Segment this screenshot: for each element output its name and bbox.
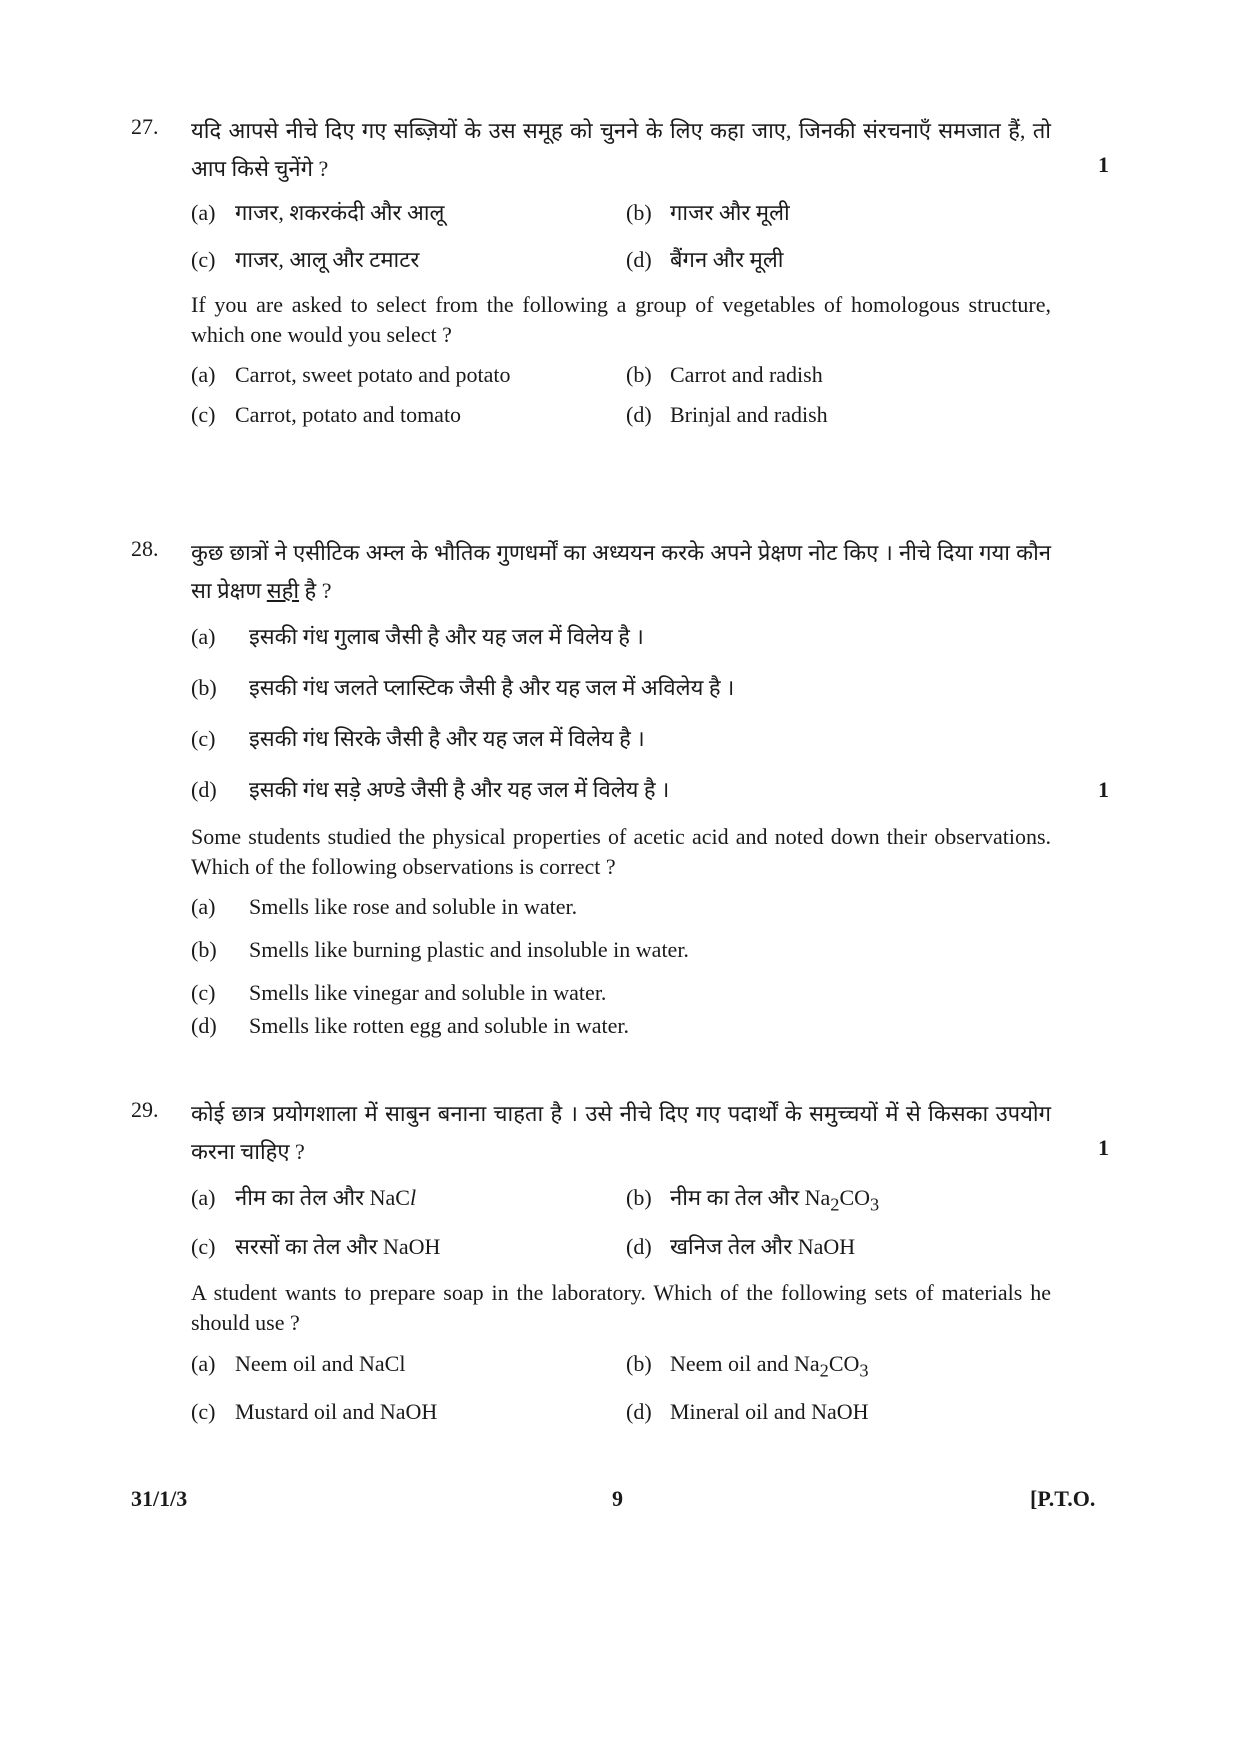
- hindi-option-b: (b) इसकी गंध जलते प्लास्टिक जैसी है और यह जल में अविलेय है ।: [191, 675, 735, 700]
- question-number: 28.: [131, 536, 159, 561]
- hindi-option-d: (d) खनिज तेल और NaOH: [626, 1234, 856, 1259]
- marks: 1: [1098, 1135, 1109, 1160]
- hindi-stem: यदि आपसे नीचे दिए गए सब्ज़ियों के उस समूह को चुनने के लिए कहा जाए, जिनकी संरचनाएँ समजात हैं, तो आप किसे चुनेंगे ?: [191, 118, 1051, 181]
- english-stem: If you are asked to select from the following a group of vegetables of homologous structure, which one would you select ?: [191, 292, 1051, 347]
- question-number: 29.: [131, 1097, 159, 1122]
- hindi-option-c: (c) इसकी गंध सिरके जैसी है और यह जल में विलेय है ।: [191, 726, 645, 751]
- marks: 1: [1098, 777, 1109, 802]
- hindi-stem: कुछ छात्रों ने एसीटिक अम्ल के भौतिक गुणधर्मों का अध्ययन करके अपने प्रेक्षण नोट किए । नीचे दिया गया कौन सा प्रेक्षण सही है ?: [191, 540, 1051, 603]
- english-option-a: (a) Carrot, sweet potato and potato: [191, 362, 511, 387]
- page-number: 9: [612, 1486, 623, 1511]
- english-option-b: (b) Smells like burning plastic and insoluble in water.: [191, 937, 689, 962]
- hindi-option-b: (b) गाजर और मूली: [626, 200, 790, 225]
- english-option-d: (d) Mineral oil and NaOH: [626, 1399, 869, 1424]
- english-option-d: (d) Brinjal and radish: [626, 402, 828, 427]
- english-stem: Some students studied the physical properties of acetic acid and noted down their observations. Which of the following observations is correct ?: [191, 824, 1051, 879]
- english-option-b: (b) Carrot and radish: [626, 362, 823, 387]
- english-option-c: (c) Mustard oil and NaOH: [191, 1399, 438, 1424]
- hindi-option-d: (d) बैंगन और मूली: [626, 247, 784, 272]
- english-option-d: (d) Smells like rotten egg and soluble in water.: [191, 1013, 630, 1038]
- hindi-option-d: (d) इसकी गंध सड़े अण्डे जैसी है और यह जल में विलेय है ।: [191, 777, 670, 802]
- hindi-option-a: (a) नीम का तेल और NaCl: [191, 1185, 417, 1210]
- hindi-option-b: (b) नीम का तेल और $Na_2CO_3$: [626, 1185, 880, 1215]
- question-number: 27.: [131, 114, 159, 139]
- marks: 1: [1098, 152, 1109, 177]
- english-stem: A student wants to prepare soap in the laboratory. Which of the following sets of materials he should use ?: [191, 1280, 1051, 1335]
- english-option-c: (c) Smells like vinegar and soluble in water.: [191, 980, 607, 1005]
- please-turn-over: [P.T.O.: [1030, 1486, 1096, 1511]
- english-option-a: (a) Neem oil and NaCl: [191, 1351, 406, 1376]
- hindi-option-c: (c) सरसों का तेल और NaOH: [191, 1234, 441, 1259]
- hindi-option-a: (a) इसकी गंध गुलाब जैसी है और यह जल में विलेय है ।: [191, 624, 644, 649]
- hindi-option-c: (c) गाजर, आलू और टमाटर: [191, 247, 420, 272]
- underlined-word: सही: [266, 578, 300, 603]
- english-option-b: (b) Neem oil and $Na_2CO_3$: [626, 1351, 869, 1381]
- hindi-option-a: (a) गाजर, शकरकंदी और आलू: [191, 200, 445, 225]
- paper-code: 31/1/3: [131, 1486, 188, 1511]
- hindi-stem: कोई छात्र प्रयोगशाला में साबुन बनाना चाहता है । उसे नीचे दिए गए पदार्थों के समुच्चयों में से किसका उपयोग करना चाहिए ?: [191, 1101, 1051, 1164]
- english-option-c: (c) Carrot, potato and tomato: [191, 402, 462, 427]
- english-option-a: (a) Smells like rose and soluble in water.: [191, 894, 578, 919]
